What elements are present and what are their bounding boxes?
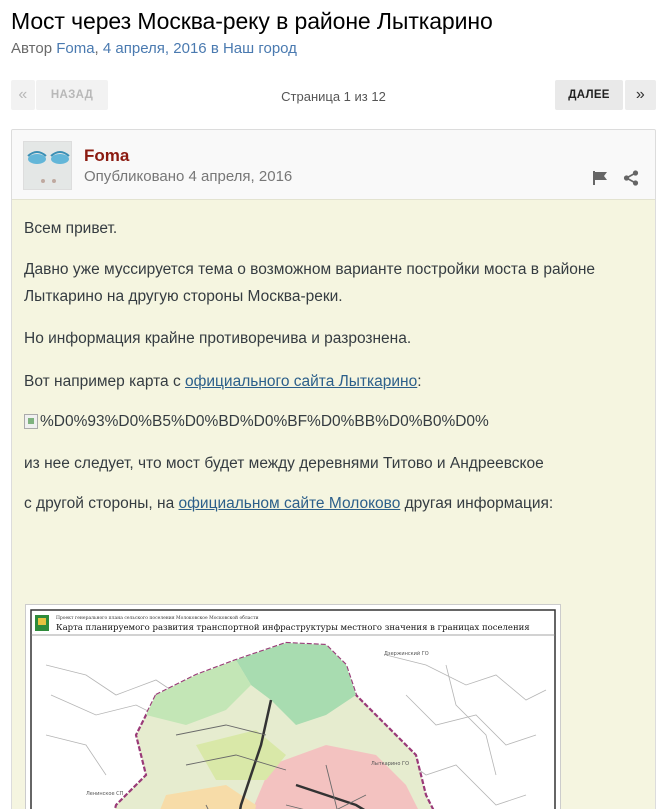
- post-paragraph: Давно уже муссируется тема о возможном варианте постройки моста в районе Лыткарино на другую стороны Москва-реки.: [24, 261, 596, 305]
- lytkarino-site-link[interactable]: официального сайта Лыткарино: [185, 373, 418, 390]
- topic-byline: Автор Foma, 4 апреля, 2016 в Наш город: [11, 40, 297, 57]
- byline-prefix: Автор: [11, 40, 53, 57]
- byline-author-link[interactable]: Foma: [56, 40, 95, 57]
- paragraph-text: :: [417, 373, 422, 390]
- double-chevron-left-icon: «: [18, 86, 28, 103]
- broken-image-alt-text: %D0%93%D0%B5%D0%BD%D0%BF%D0%BB%D0%B0%D0%: [40, 413, 489, 430]
- molokovo-site-link[interactable]: официальном сайте Молоково: [178, 495, 401, 512]
- post-paragraph: из нее следует, что мост будет между деревнями Титово и Андреевское: [24, 455, 544, 472]
- byline-in-word: в: [210, 40, 219, 57]
- broken-image-icon: [24, 414, 38, 429]
- map-header-small: Проект генерального плана сельского поселения Молоковское Московской области: [56, 616, 259, 621]
- map-label-dzerzhinsky: Дзержинский ГО: [384, 651, 429, 657]
- avatar-image: [24, 142, 72, 190]
- pagination-next-button[interactable]: ДАЛЕЕ: [555, 80, 623, 110]
- map-header-title: Карта планируемого развития транспортной инфраструктуры местного значения в границах поселения: [56, 623, 530, 633]
- map-label-leninskoe: Ленинское СП: [86, 791, 124, 797]
- paragraph-text: с другой стороны, на: [24, 495, 179, 512]
- pagination-prev-button[interactable]: НАЗАД: [36, 80, 108, 110]
- map-image[interactable]: [25, 604, 561, 809]
- paragraph-text: Вот например карта с: [24, 373, 186, 390]
- broken-image: [24, 408, 489, 435]
- byline-date-link[interactable]: 4 апреля, 2016: [102, 40, 207, 57]
- paragraph-text: другая информация:: [400, 495, 554, 512]
- flag-icon[interactable]: [592, 170, 608, 186]
- avatar[interactable]: [23, 141, 72, 190]
- post-published-date[interactable]: Опубликовано 4 апреля, 2016: [84, 168, 293, 185]
- double-chevron-right-icon: »: [635, 86, 646, 103]
- post-header: [12, 130, 655, 200]
- post-paragraph: Всем привет.: [24, 220, 118, 237]
- pagination-info[interactable]: Страница 1 из 12: [281, 89, 386, 104]
- post-paragraph: [24, 368, 422, 395]
- byline-forum-link[interactable]: Наш город: [222, 40, 297, 57]
- pagination-last-button[interactable]: [625, 80, 656, 110]
- transport-map: [26, 605, 561, 809]
- post-paragraph: Но информация крайне противоречива и разрознена.: [24, 330, 412, 347]
- post: [11, 129, 656, 809]
- map-label-lytkarino: Лыткарино ГО: [371, 761, 410, 767]
- page-title: Мост через Москва-реку в районе Лыткарино: [11, 8, 493, 34]
- pagination: [11, 80, 656, 110]
- pagination-first-button[interactable]: [11, 80, 35, 110]
- post-author-name[interactable]: Foma: [84, 146, 130, 165]
- share-icon[interactable]: [623, 170, 639, 186]
- post-paragraph: [24, 490, 553, 517]
